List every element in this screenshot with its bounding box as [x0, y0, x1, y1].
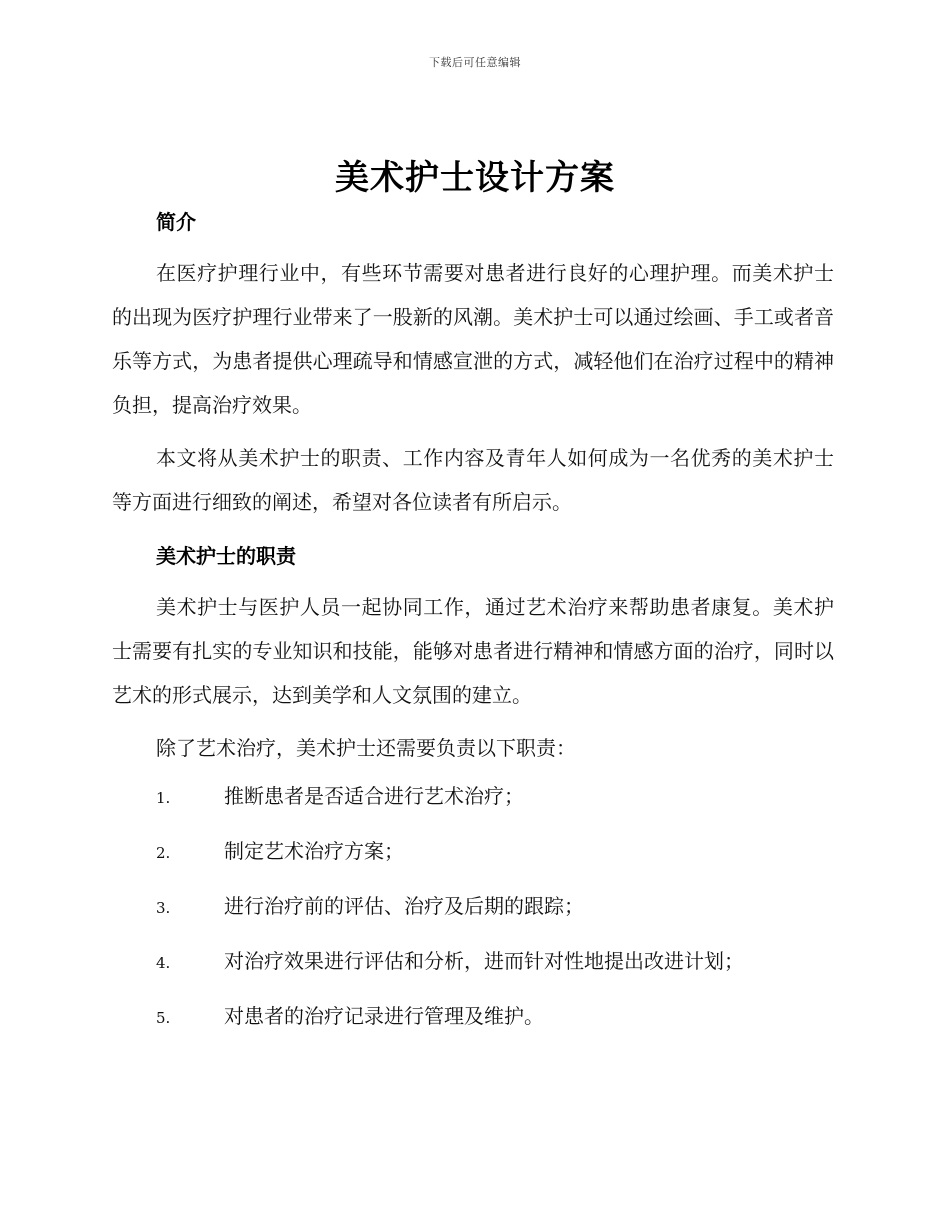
paragraph: 除了艺术治疗，美术护士还需要负责以下职责：: [156, 736, 576, 760]
list-item: [112, 835, 834, 890]
list-text: 对患者的治疗记录进行管理及维护。: [224, 1004, 544, 1028]
document-title: 美术护士设计方案: [335, 158, 615, 198]
document-body: [112, 202, 834, 1055]
list-item: [112, 945, 834, 1000]
list-item: [112, 890, 834, 945]
list-number: 3.: [156, 899, 171, 917]
list-text: 进行治疗前的评估、治疗及后期的跟踪；: [224, 894, 584, 918]
paragraph: 美术护士与医护人员一起协同工作，通过艺术治疗来帮助患者康复。美术护士需要有扎实的专业知识和技能，能够对患者进行精神和情感方面的治疗，同时以艺术的形式展示，达到美学和人文氛围的建立。: [112, 595, 834, 707]
paragraph: 在医疗护理行业中，有些环节需要对患者进行良好的心理护理。而美术护士的出现为医疗护理行业带来了一股新的风潮。美术护士可以通过绘画、手工或者音乐等方式，为患者提供心理疏导和情感宣泄的方式，减轻他们在治疗过程中的精神负担，提高治疗效果。: [112, 261, 834, 417]
list-item: [112, 780, 834, 835]
duties-list: [112, 780, 834, 1055]
section-heading-duties: 美术护士的职责: [156, 544, 296, 568]
list-number: 2.: [156, 844, 171, 862]
list-number: 4.: [156, 954, 171, 972]
list-text: 制定艺术治疗方案；: [224, 839, 404, 863]
header-note: 下载后可任意编辑: [429, 56, 521, 69]
section-heading-intro: 简介: [156, 210, 196, 234]
list-number: 1.: [156, 789, 171, 807]
list-text: 推断患者是否适合进行艺术治疗；: [224, 784, 524, 808]
list-number: 5.: [156, 1009, 171, 1027]
list-item: [112, 1000, 834, 1055]
list-text: 对治疗效果进行评估和分析，进而针对性地提出改进计划；: [224, 949, 744, 973]
paragraph: 本文将从美术护士的职责、工作内容及青年人如何成为一名优秀的美术护士等方面进行细致的阐述，希望对各位读者有所启示。: [112, 446, 834, 514]
